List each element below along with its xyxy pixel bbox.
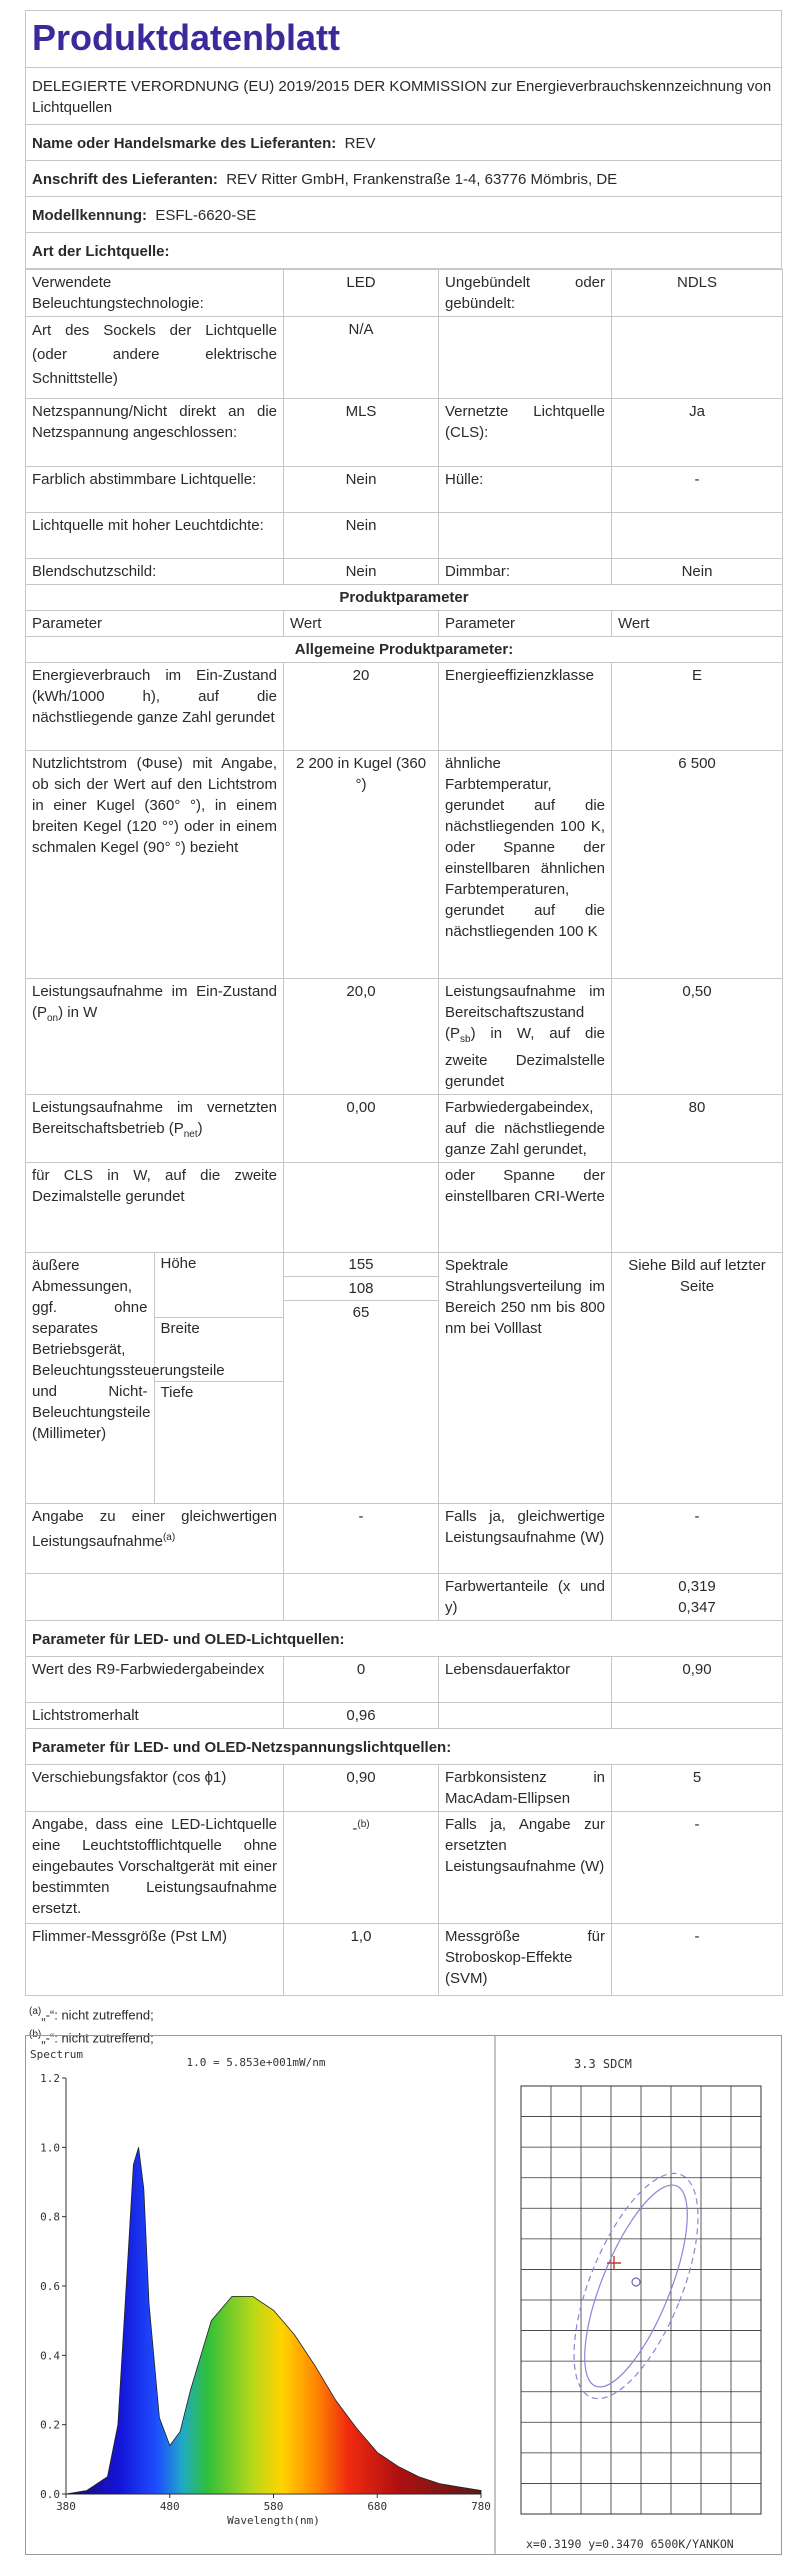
product-params-heading: Produktparameter xyxy=(26,585,783,611)
empty-cell xyxy=(612,1163,783,1253)
supplier-address-value: REV Ritter GmbH, Frankenstraße 1-4, 63776 Mömbris, DE xyxy=(226,171,618,188)
dimensions-label: äußere Abmessungen, ggf. ohne separates Betriebsgerät, Beleuchtungssteuerungsteile und Nicht-Beleuchtungsteile (Millimeter) xyxy=(26,1253,154,1503)
dim-value: 108 xyxy=(284,1277,438,1301)
energy-value: 20 xyxy=(284,663,439,751)
ls-label: Farblich abstimmbare Lichtquelle: xyxy=(26,467,284,513)
chroma-value: 0,319 0,347 xyxy=(612,1574,783,1621)
equiv2-value: - xyxy=(612,1504,783,1574)
y-tick-label: 0.8 xyxy=(40,2210,60,2224)
ls-label: Ungebündelt oder gebündelt: xyxy=(439,270,612,317)
col-header-value: Wert xyxy=(612,611,783,637)
dim-value: 65 xyxy=(352,1304,370,1321)
ls-value: MLS xyxy=(284,399,439,467)
ls-label: Vernetzte Lichtquelle (CLS): xyxy=(439,399,612,467)
ls-value: Nein xyxy=(284,513,439,559)
dim-name: Breite xyxy=(154,1317,284,1381)
svm-label: Messgröße für Stroboskop-Effekte (SVM) xyxy=(439,1924,612,1996)
chart-title: 3.3 SDCM xyxy=(574,2057,632,2071)
ls-label: Lichtquelle mit hoher Leuchtdichte: xyxy=(26,513,284,559)
ls-label xyxy=(439,317,612,399)
chroma-label: Farbwertanteile (x und y) xyxy=(439,1574,612,1621)
dimensions-cell xyxy=(26,1253,284,1504)
x-tick-label: 480 xyxy=(159,2500,180,2513)
flux-label: Nutzlichtstrom (Φuse) mit Angabe, ob sich der Wert auf den Lichtstrom in einer Kugel (360° °), in einem breiten Kegel (120 °°) oder in einem schmalen Kegel (90° °) bezieht xyxy=(26,751,284,979)
spectral-label: Spektrale Strahlungsverteilung im Bereich 250 nm bis 800 nm bei Volllast xyxy=(439,1253,612,1504)
supplier-address-row: Anschrift des Lieferanten: REV Ritter GmbH, Frankenstraße 1-4, 63776 Mömbris, DE xyxy=(26,161,782,197)
col-header-value: Wert xyxy=(284,611,439,637)
empty-cell xyxy=(439,1703,612,1729)
pon-label: Leistungsaufnahme im Ein-Zustand $(P_{on})$ in W xyxy=(26,979,284,1095)
spectrum-area xyxy=(66,2147,481,2494)
supplier-name-row: Name oder Handelsmarke des Lieferanten: REV xyxy=(26,125,782,161)
equiv-label: Angabe zu einer gleichwertigen Leistungsaufnahme$^{(a)}$ xyxy=(26,1504,284,1574)
flicker-label: Flimmer-Messgröße (Pst LM) xyxy=(26,1924,284,1996)
empty-cell xyxy=(284,1163,439,1253)
cri-value: 80 xyxy=(612,1095,783,1163)
cri-label: Farbwiedergabeindex, auf die nächstliegende ganze Zahl gerundet, xyxy=(439,1095,612,1163)
page-title: Produktdatenblatt xyxy=(25,10,782,67)
y-tick-label: 0.4 xyxy=(40,2349,60,2363)
ls-label: Blendschutzschild: xyxy=(26,559,284,585)
ls-value: - xyxy=(612,467,783,513)
ls-label: Verwendete Beleuchtungstechnologie: xyxy=(26,270,284,317)
pnet-value: 0,00 xyxy=(284,1095,439,1163)
product-datasheet xyxy=(25,10,782,2049)
x-tick-label: 680 xyxy=(367,2500,388,2513)
target-cross xyxy=(607,2256,621,2270)
dimensions-values-cell xyxy=(284,1253,439,1504)
eclass-label: Energieeffizienzklasse xyxy=(439,663,612,751)
flux-value: 2 200 in Kugel (360 °) xyxy=(284,751,439,979)
spectrum-plot xyxy=(30,2048,491,2527)
psb-label: Leistungsaufnahme im Bereitschaftszustand $(P_{sb})$ in W, auf die zweite Dezimalstelle gerundet xyxy=(439,979,612,1095)
ls-value: Ja xyxy=(612,399,783,467)
equiv2-label: Falls ja, gleichwertige Leistungsaufnahme (W) xyxy=(439,1504,612,1574)
macadam-value: 5 xyxy=(612,1765,783,1812)
equiv-value: - xyxy=(284,1504,439,1574)
supplier-name-value: REV xyxy=(344,135,376,152)
ls-label: Dimmbar: xyxy=(439,559,612,585)
mains-params-heading: Parameter für LED- und OLED-Netzspannungslichtquellen: xyxy=(26,1729,783,1765)
general-params-heading: Allgemeine Produktparameter: xyxy=(26,637,783,663)
dim-value: 155 xyxy=(284,1253,438,1277)
dim-name: Höhe xyxy=(154,1253,284,1317)
col-header-param: Parameter xyxy=(26,611,284,637)
ls-value: LED xyxy=(284,270,439,317)
spectrum-svg xyxy=(26,2036,781,2554)
y-tick-label: 1.0 xyxy=(40,2141,60,2155)
x-axis-label: Wavelength(nm) xyxy=(227,2514,320,2527)
replacement-value: -$^{(b)}$ xyxy=(284,1812,439,1924)
model-value: ESFL-6620-SE xyxy=(155,207,257,224)
x-tick-label: 780 xyxy=(471,2500,491,2513)
spectral-value: Siehe Bild auf letzter Seite xyxy=(612,1253,783,1504)
r9-label: Wert des R9-Farbwiedergabeindex xyxy=(26,1657,284,1703)
cri-label-continued: oder Spanne der einstellbaren CRI-Werte xyxy=(439,1163,612,1253)
led-params-heading: Parameter für LED- und OLED-Lichtquellen: xyxy=(26,1621,783,1657)
energy-label: Energieverbrauch im Ein-Zustand (kWh/1000 h), auf die nächstliegende ganze Zahl gerundet xyxy=(26,663,284,751)
regulation-text: DELEGIERTE VERORDNUNG (EU) 2019/2015 DER KOMMISSION zur Energieverbrauchskennzeichnung von Lichtquellen xyxy=(26,68,782,125)
ls-value: Nein xyxy=(612,559,783,585)
y-tick-label: 1.2 xyxy=(40,2072,60,2085)
chromaticity-plot xyxy=(521,2057,761,2551)
eclass-value: E xyxy=(612,663,783,751)
chromaticity-readout: x=0.3190 y=0.3470 6500K/YANKON xyxy=(526,2537,734,2551)
ls-label xyxy=(439,513,612,559)
ls-value xyxy=(612,513,783,559)
psb-value: 0,50 xyxy=(612,979,783,1095)
ls-label: Hülle: xyxy=(439,467,612,513)
ls-value: Nein xyxy=(284,559,439,585)
x-tick-label: 380 xyxy=(56,2500,76,2513)
r9-value: 0 xyxy=(284,1657,439,1703)
life-value: 0,90 xyxy=(612,1657,783,1703)
lm-value: 0,96 xyxy=(284,1703,439,1729)
dim-name: Tiefe xyxy=(154,1382,284,1446)
footnote-a: $^{(a)}$„-“: nicht zutreffend; xyxy=(29,2006,154,2023)
header-table xyxy=(25,67,782,269)
replacement2-value: - xyxy=(612,1812,783,1924)
footnote-b: $^{(b)}$„-“: nicht zutreffend; xyxy=(29,2029,154,2046)
flicker-value: 1,0 xyxy=(284,1924,439,1996)
empty-cell xyxy=(284,1574,439,1621)
life-label: Lebensdauerfaktor xyxy=(439,1657,612,1703)
cos-value: 0,90 xyxy=(284,1765,439,1812)
ls-label: Netzspannung/Nicht direkt an die Netzspannung angeschlossen: xyxy=(26,399,284,467)
scale-annotation: 1.0 = 5.853e+001mW/nm xyxy=(186,2056,326,2069)
svm-value: - xyxy=(612,1924,783,1996)
cos-label: Verschiebungsfaktor (cos ϕ1) xyxy=(26,1765,284,1812)
ls-value: N/A xyxy=(284,317,439,399)
empty-cell xyxy=(26,1574,284,1621)
pnet-label-continued: für CLS in W, auf die zweite Dezimalstelle gerundet xyxy=(26,1163,284,1253)
light-source-table xyxy=(25,269,783,1996)
macadam-label: Farbkonsistenz in MacAdam-Ellipsen xyxy=(439,1765,612,1812)
y-tick-label: 0.0 xyxy=(40,2488,60,2501)
dimensions-subtable xyxy=(26,1253,284,1503)
model-row: Modellkennung: ESFL-6620-SE xyxy=(26,197,782,233)
lm-label: Lichtstromerhalt xyxy=(26,1703,284,1729)
x-tick-label: 580 xyxy=(263,2500,284,2513)
y-tick-label: 0.6 xyxy=(40,2280,60,2293)
replacement2-label: Falls ja, Angabe zur ersetzten Leistungsaufnahme (W) xyxy=(439,1812,612,1924)
pon-value: 20,0 xyxy=(284,979,439,1095)
spectrum-figure xyxy=(25,2035,782,2555)
col-header-param: Parameter xyxy=(439,611,612,637)
pnet-label: Leistungsaufnahme im vernetzten Bereitschaftsbetrieb $(P_{net})$ xyxy=(26,1095,284,1163)
light-source-heading: Art der Lichtquelle: xyxy=(26,233,782,269)
y-tick-label: 0.2 xyxy=(40,2418,60,2432)
ls-value: NDLS xyxy=(612,270,783,317)
measurement-point xyxy=(632,2278,640,2286)
replacement-label: Angabe, dass eine LED-Lichtquelle eine Leuchtstofflichtquelle ohne eingebautes Vorschaltgerät mit einer bestimmten Leistungsaufnahme ersetzt. xyxy=(26,1812,284,1924)
cct-label: ähnliche Farbtemperatur, gerundet auf die nächstliegenden 100 K, oder Spanne der einstellbaren ähnlichen Farbtemperaturen, gerundet auf die nächstliegenden 100 K xyxy=(439,751,612,979)
empty-cell xyxy=(612,1703,783,1729)
ls-label: Art des Sockels der Lichtquelle (oder andere elektrische Schnittstelle) xyxy=(26,317,284,399)
y-axis-label: Spectrum xyxy=(30,2048,83,2061)
ls-value: Nein xyxy=(284,467,439,513)
cct-value: 6 500 xyxy=(612,751,783,979)
ls-value xyxy=(612,317,783,399)
